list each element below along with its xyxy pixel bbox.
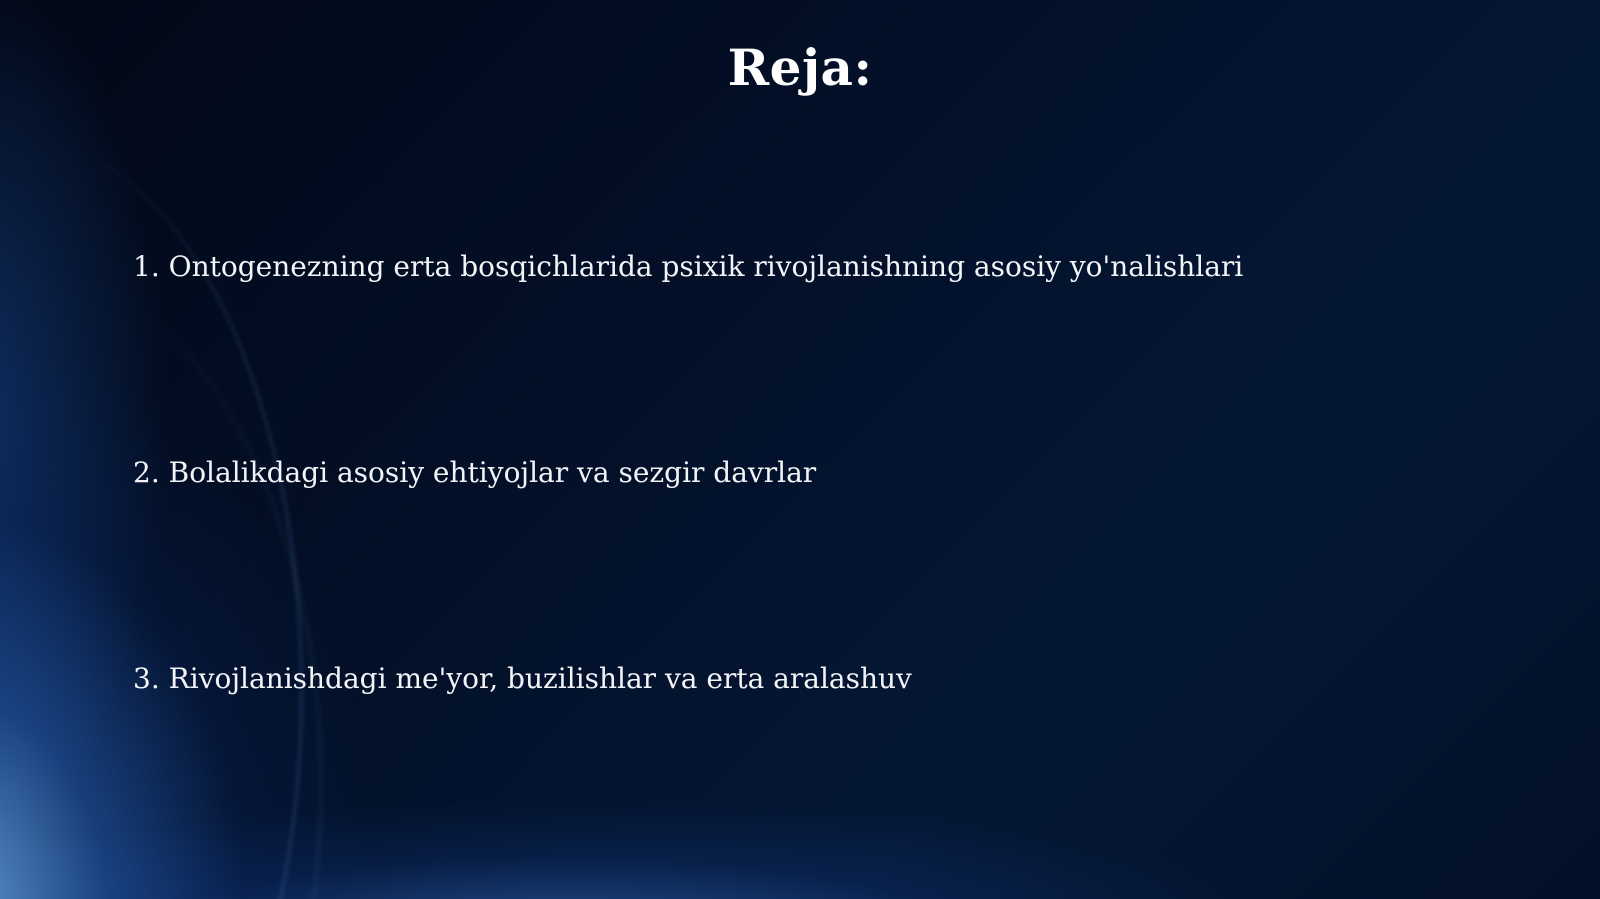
plan-item-2: 2. Bolalikdagi asosiy ehtiyojlar va sezgir davrlar — [133, 456, 817, 489]
plan-item-1: 1. Ontogenezning erta bosqichlarida psixik rivojlanishning asosiy yo'nalishlari — [133, 250, 1244, 283]
slide-title: Reja: — [727, 38, 873, 97]
plan-item-3: 3. Rivojlanishdagi me'yor, buzilishlar va erta aralashuv — [133, 662, 912, 695]
background-streak — [0, 260, 322, 899]
